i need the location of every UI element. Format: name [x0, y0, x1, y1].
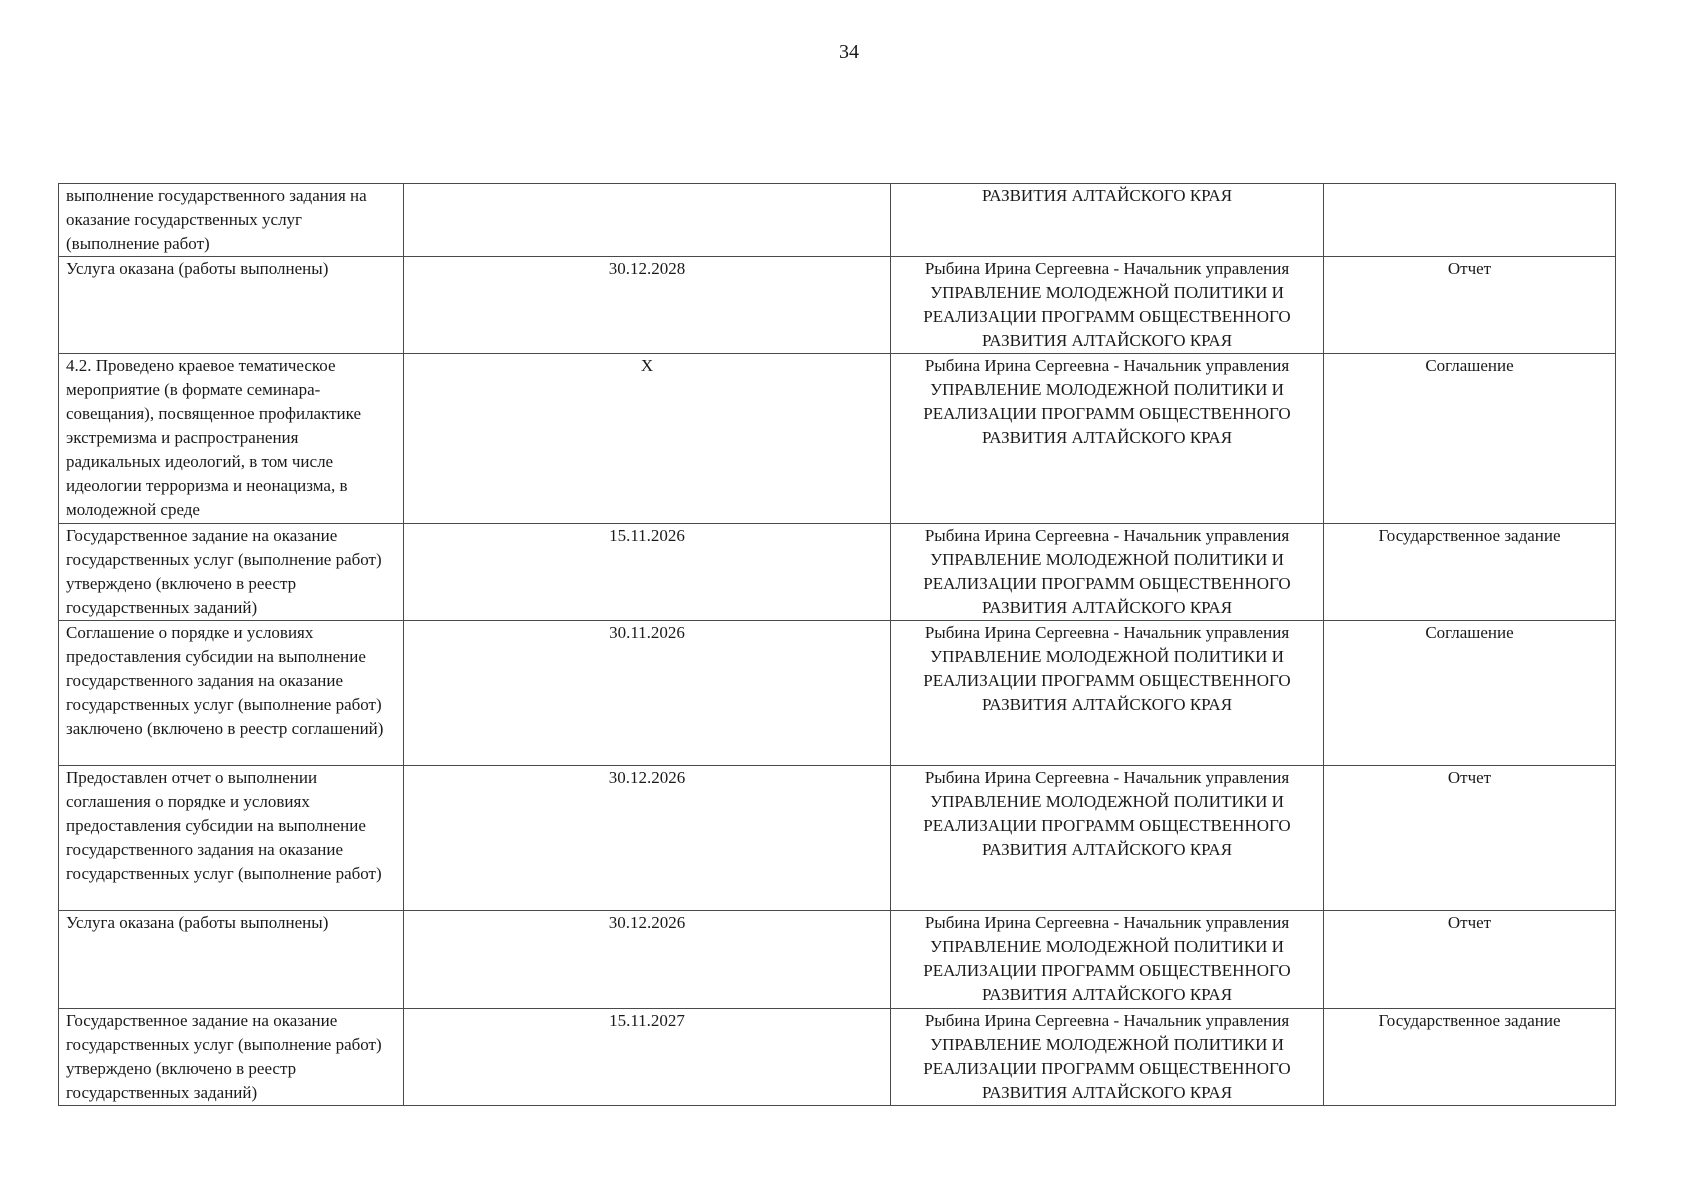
- date-cell: 30.12.2026: [404, 911, 891, 1009]
- responsible-cell: Рыбина Ирина Сергеевна - Начальник управления УПРАВЛЕНИЕ МОЛОДЕЖНОЙ ПОЛИТИКИ И РЕАЛИЗАЦИИ ПРОГРАММ ОБЩЕСТВЕННОГО РАЗВИТИЯ АЛТАЙСКОГО КРАЯ: [891, 911, 1324, 1009]
- table-row: [59, 184, 1616, 257]
- event-cell: Соглашение о порядке и условиях предоставления субсидии на выполнение государственного задания на оказание государственных услуг (выполнение работ) заключено (включено в реестр соглашений): [59, 621, 404, 766]
- event-cell: Государственное задание на оказание государственных услуг (выполнение работ) утверждено (включено в реестр государственных заданий): [59, 524, 404, 621]
- document-cell: Государственное задание: [1324, 1009, 1616, 1106]
- date-cell: 15.11.2027: [404, 1009, 891, 1106]
- page-number: 34: [839, 41, 859, 63]
- document-cell: [1324, 184, 1616, 257]
- table-row: [59, 766, 1616, 911]
- responsible-cell: Рыбина Ирина Сергеевна - Начальник управления УПРАВЛЕНИЕ МОЛОДЕЖНОЙ ПОЛИТИКИ И РЕАЛИЗАЦИИ ПРОГРАММ ОБЩЕСТВЕННОГО РАЗВИТИЯ АЛТАЙСКОГО КРАЯ: [891, 1009, 1324, 1106]
- date-cell: [404, 184, 891, 257]
- table-row: [59, 911, 1616, 1009]
- date-cell: 30.12.2028: [404, 257, 891, 354]
- event-cell: Государственное задание на оказание государственных услуг (выполнение работ) утверждено (включено в реестр государственных заданий): [59, 1009, 404, 1106]
- document-cell: Отчет: [1324, 257, 1616, 354]
- responsible-cell: Рыбина Ирина Сергеевна - Начальник управления УПРАВЛЕНИЕ МОЛОДЕЖНОЙ ПОЛИТИКИ И РЕАЛИЗАЦИИ ПРОГРАММ ОБЩЕСТВЕННОГО РАЗВИТИЯ АЛТАЙСКОГО КРАЯ: [891, 524, 1324, 621]
- date-cell: 30.12.2026: [404, 766, 891, 911]
- responsible-cell: Рыбина Ирина Сергеевна - Начальник управления УПРАВЛЕНИЕ МОЛОДЕЖНОЙ ПОЛИТИКИ И РЕАЛИЗАЦИИ ПРОГРАММ ОБЩЕСТВЕННОГО РАЗВИТИЯ АЛТАЙСКОГО КРАЯ: [891, 621, 1324, 766]
- event-cell: выполнение государственного задания на оказание государственных услуг (выполнение работ): [59, 184, 404, 257]
- date-cell: 15.11.2026: [404, 524, 891, 621]
- responsible-cell: Рыбина Ирина Сергеевна - Начальник управления УПРАВЛЕНИЕ МОЛОДЕЖНОЙ ПОЛИТИКИ И РЕАЛИЗАЦИИ ПРОГРАММ ОБЩЕСТВЕННОГО РАЗВИТИЯ АЛТАЙСКОГО КРАЯ: [891, 354, 1324, 524]
- date-cell: 30.11.2026: [404, 621, 891, 766]
- document-cell: Отчет: [1324, 911, 1616, 1009]
- event-cell: Предоставлен отчет о выполнении соглашения о порядке и условиях предоставления субсидии на выполнение государственного задания на оказание государственных услуг (выполнение работ): [59, 766, 404, 911]
- responsible-cell: РАЗВИТИЯ АЛТАЙСКОГО КРАЯ: [891, 184, 1324, 257]
- date-cell: X: [404, 354, 891, 524]
- event-cell: Услуга оказана (работы выполнены): [59, 911, 404, 1009]
- event-cell: Услуга оказана (работы выполнены): [59, 257, 404, 354]
- table-row: [59, 524, 1616, 621]
- responsible-cell: Рыбина Ирина Сергеевна - Начальник управления УПРАВЛЕНИЕ МОЛОДЕЖНОЙ ПОЛИТИКИ И РЕАЛИЗАЦИИ ПРОГРАММ ОБЩЕСТВЕННОГО РАЗВИТИЯ АЛТАЙСКОГО КРАЯ: [891, 766, 1324, 911]
- event-cell: 4.2. Проведено краевое тематическое мероприятие (в формате семинара-совещания), посвященное профилактике экстремизма и распространения радикальных идеологий, в том числе идеологии терроризма и неонацизма, в молодежной среде: [59, 354, 404, 524]
- table-row: [59, 621, 1616, 766]
- document-cell: Государственное задание: [1324, 524, 1616, 621]
- document-cell: Отчет: [1324, 766, 1616, 911]
- document-cell: Соглашение: [1324, 621, 1616, 766]
- table-row: [59, 257, 1616, 354]
- responsible-cell: Рыбина Ирина Сергеевна - Начальник управления УПРАВЛЕНИЕ МОЛОДЕЖНОЙ ПОЛИТИКИ И РЕАЛИЗАЦИИ ПРОГРАММ ОБЩЕСТВЕННОГО РАЗВИТИЯ АЛТАЙСКОГО КРАЯ: [891, 257, 1324, 354]
- document-cell: Соглашение: [1324, 354, 1616, 524]
- control-points-table: [58, 183, 1616, 1106]
- table-row: [59, 1009, 1616, 1106]
- table-row: [59, 354, 1616, 524]
